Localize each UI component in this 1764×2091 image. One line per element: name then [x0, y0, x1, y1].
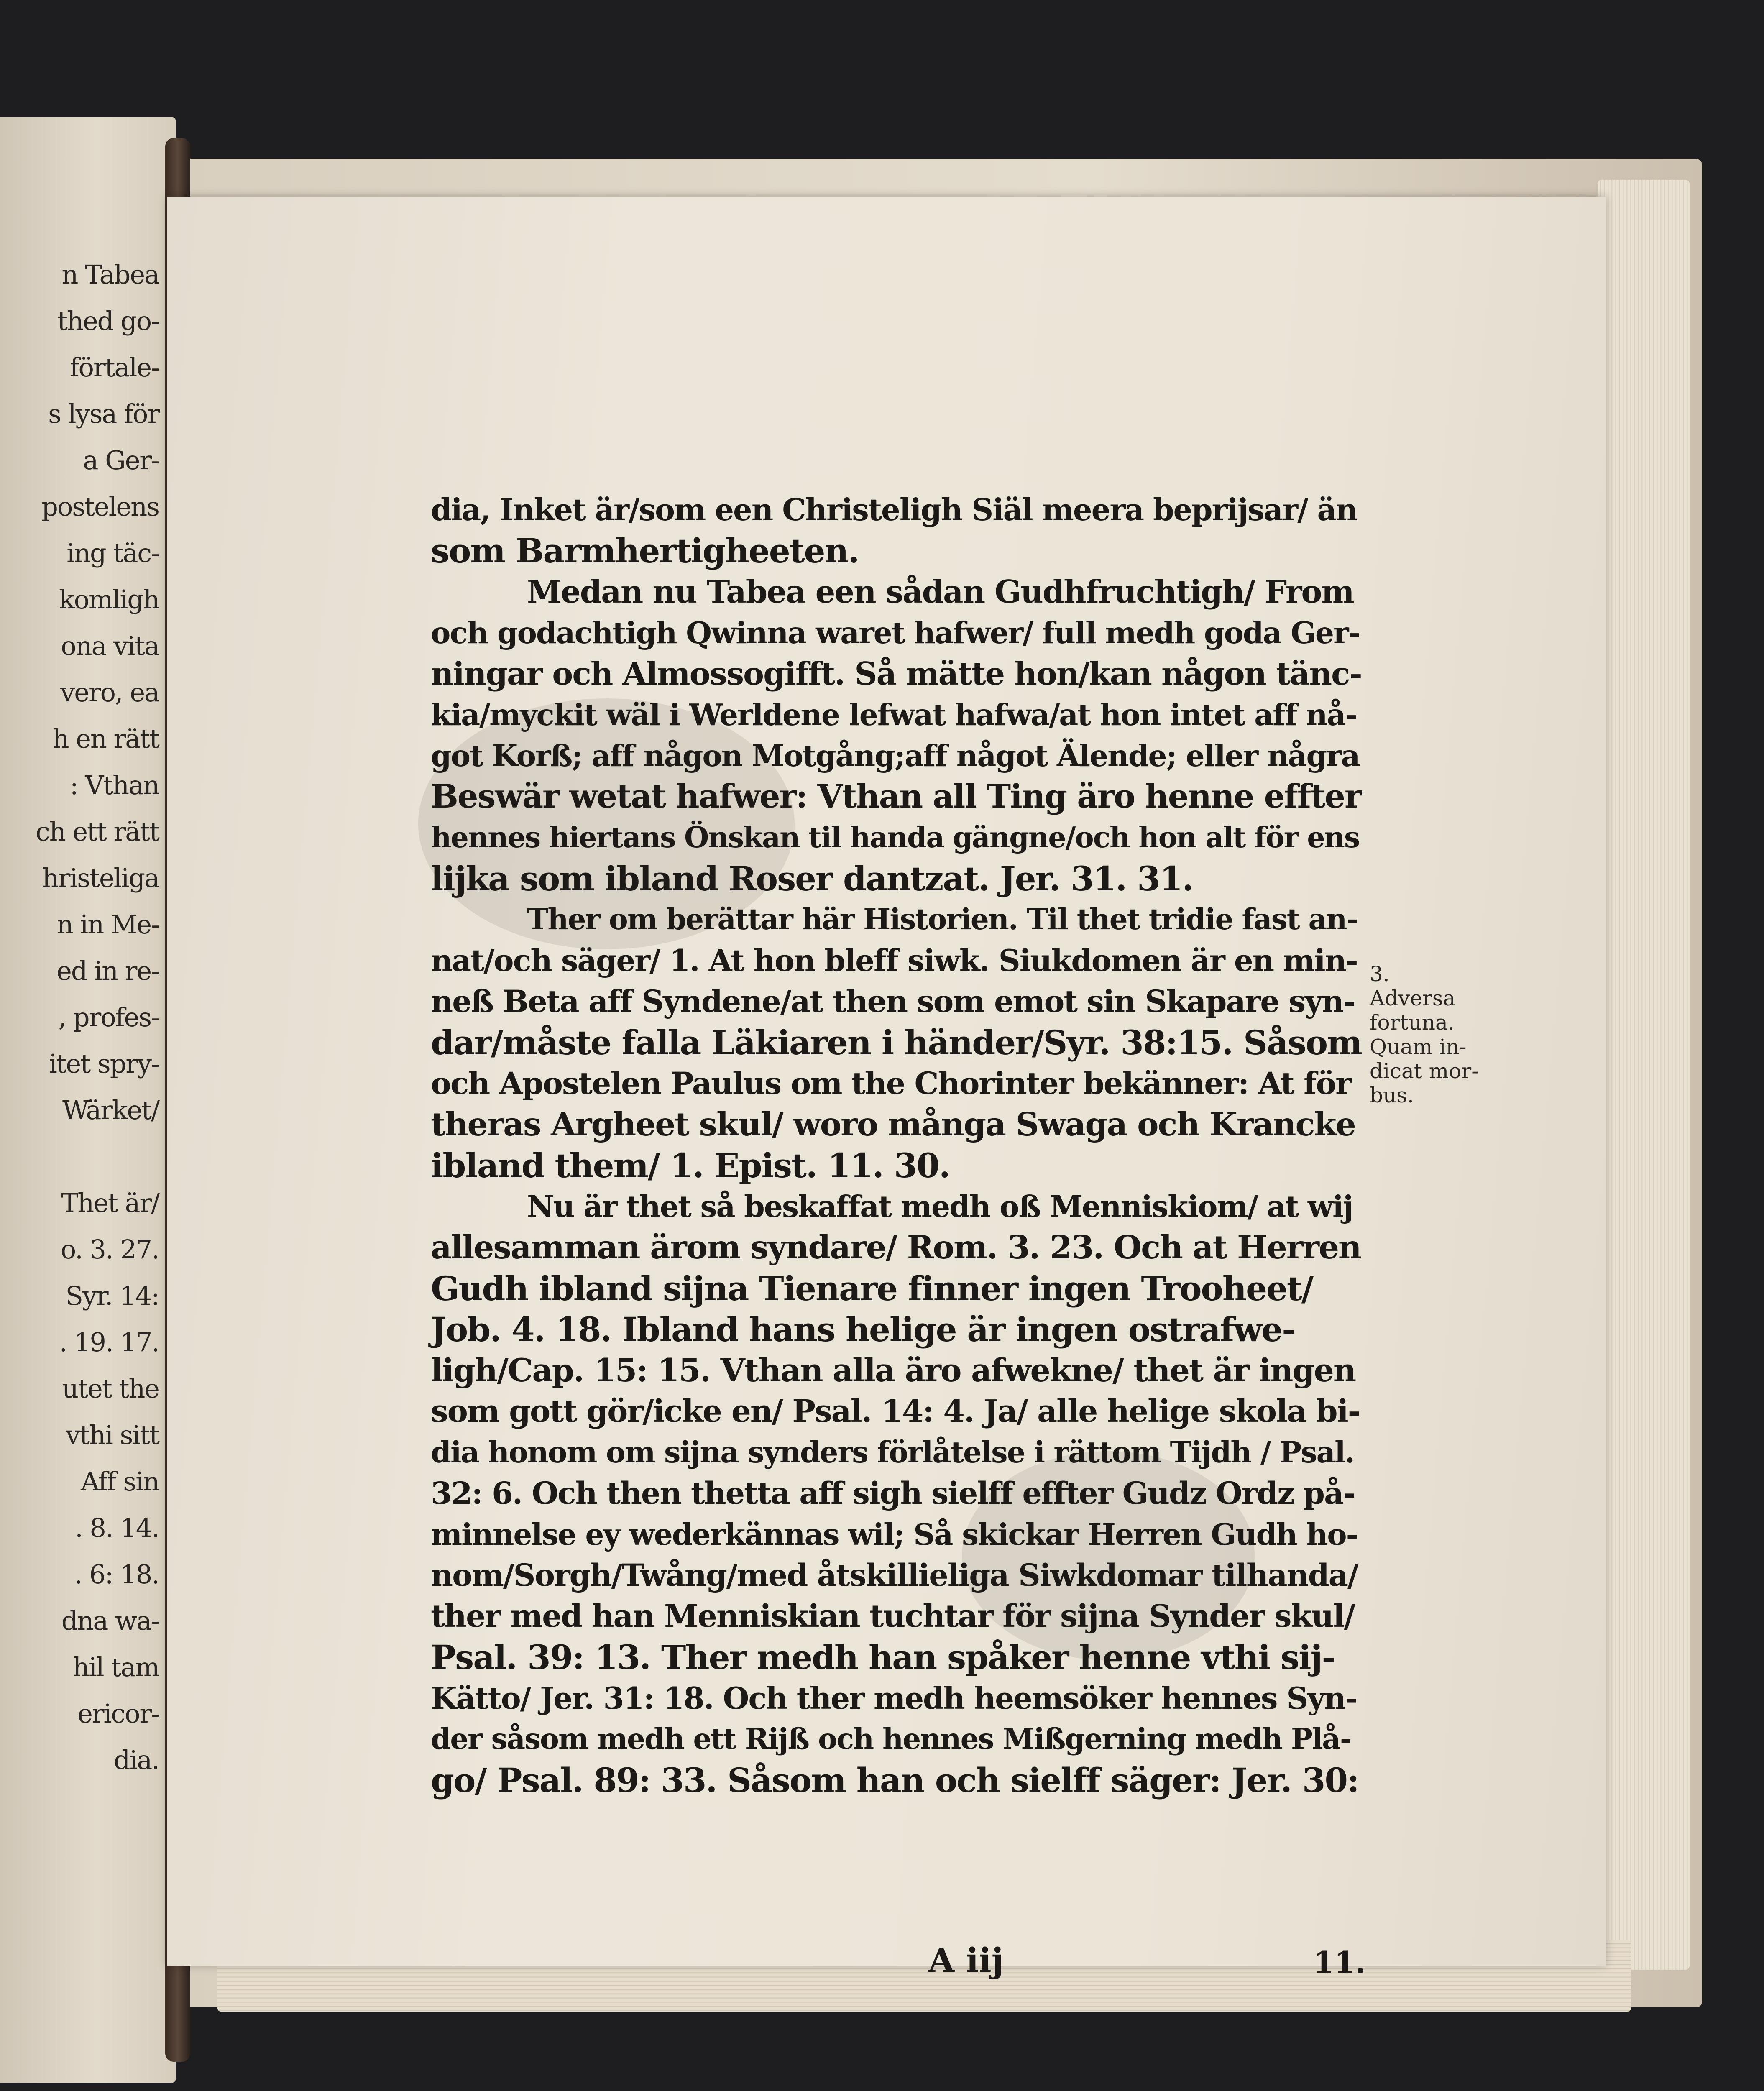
facing-page-fragment: itet spry- [49, 1048, 159, 1079]
text-line: theras Argheet skul/ woro många Swaga och Krancke [431, 1106, 1355, 1143]
text-line: allesamman ärom syndare/ Rom. 3. 23. Och at Herren [431, 1229, 1361, 1266]
text-line: Nu är thet så beskaffat medh oß Menniskiom/ at wij [527, 1189, 1353, 1224]
facing-page-fragment: dia. [113, 1745, 159, 1775]
facing-page-fragment: n in Me- [56, 909, 159, 940]
text-line: nat/och säger/ 1. At hon bleff siwk. Siukdomen är en min- [431, 943, 1358, 978]
text-line: dar/måste falla Läkiaren i händer/Syr. 38:15. Såsom [431, 1023, 1362, 1062]
text-line: och Apostelen Paulus om the Chorinter bekänner: At för [431, 1066, 1351, 1102]
facing-page-fragment: förtale- [69, 352, 159, 383]
facing-page-fragment: utet the [62, 1373, 159, 1404]
page-stack-edge [1598, 180, 1690, 1970]
text-line: som Barmhertigheeten. [431, 531, 859, 570]
facing-page-fragment: komligh [59, 584, 159, 615]
facing-page-fragment: Aff sin [81, 1466, 159, 1497]
facing-page-fragment: ed in re- [56, 956, 159, 986]
facing-page-fragment: vthi sitt [66, 1420, 159, 1450]
margin-note-line: fortuna. [1370, 1010, 1455, 1035]
facing-page-fragment: vero, ea [60, 677, 159, 708]
text-line: Ther om berättar här Historien. Til thet tridie fast an- [527, 902, 1358, 936]
signature-mark: A iij [928, 1940, 1004, 1980]
catchword: 11. [1313, 1945, 1366, 1980]
facing-page-fragment: hristeliga [42, 863, 159, 893]
margin-note-line: Adversa [1370, 986, 1456, 1010]
text-line: Medan nu Tabea een sådan Gudhfruchtigh/ From [527, 573, 1354, 610]
facing-page-fragment: ona vita [61, 631, 159, 661]
facing-page-fragment: Wärket/ [62, 1095, 159, 1125]
margin-note [1370, 962, 1508, 1107]
text-line: Beswär wetat hafwer: Vthan all Ting äro henne effter [431, 777, 1361, 815]
facing-page-fragment: a Ger- [83, 445, 159, 475]
margin-note-line: dicat mor- [1370, 1059, 1479, 1083]
text-line: neß Beta aff Syndene/at then som emot sin Skapare syn- [431, 984, 1355, 1020]
text-line: som gott gör/icke en/ Psal. 14: 4. Ja/ alle helige skola bi- [431, 1393, 1360, 1429]
margin-note-line: Quam in- [1370, 1035, 1467, 1059]
facing-page-fragment: ch ett rätt [35, 816, 159, 847]
body-text [431, 489, 1363, 1801]
text-line: ligh/Cap. 15: 15. Vthan alla äro afwekne/ thet är ingen [431, 1352, 1356, 1389]
facing-page-fragment: o. 3. 27. [60, 1234, 159, 1265]
facing-page-fragment: n Tabea [61, 259, 159, 290]
facing-page-fragment: : Vthan [69, 770, 159, 800]
facing-page-fragment: ing täc- [66, 538, 159, 568]
text-line: dia honom om sijna synders förlåtelse i rättom Tijdh / Psal. [431, 1435, 1354, 1470]
text-line: Gudh ibland sijna Tienare finner ingen Trooheet/ [431, 1269, 1313, 1308]
margin-note-line: bus. [1370, 1083, 1414, 1107]
margin-note-line: 3. [1370, 962, 1390, 986]
book-page [167, 197, 1606, 1980]
text-line: minnelse ey wederkännas wil; Så skickar Herren Gudh ho- [431, 1517, 1358, 1552]
text-line: nom/Sorgh/Twång/med åtskillieliga Siwkdomar tilhanda/ [431, 1557, 1358, 1593]
text-line: dia, Inket är/som een Christeligh Siäl meera beprijsar/ än [431, 492, 1357, 527]
facing-page-fragment: thed go- [57, 306, 159, 336]
text-line: kia/myckit wäl i Werldene lefwat hafwa/at hon intet aff nå- [431, 697, 1357, 732]
facing-page-fragment: Thet är/ [61, 1188, 159, 1218]
facing-page [0, 117, 176, 2083]
facing-page-fragment: hil tam [73, 1652, 159, 1682]
facing-page-fragment: postelens [41, 491, 159, 522]
text-line: der såsom medh ett Rijß och hennes Mißgerning medh Plå- [431, 1722, 1351, 1756]
facing-page-fragment: . 8. 14. [75, 1513, 159, 1543]
facing-page-fragment: . 6: 18. [74, 1559, 159, 1590]
text-line: Job. 4. 18. Ibland hans helige är ingen ostrafwe- [431, 1310, 1295, 1349]
text-line: Psal. 39: 13. Ther medh han spåker henne vthi sij- [431, 1638, 1335, 1677]
text-line: ther med han Menniskian tuchtar för sijna Synder skul/ [431, 1598, 1355, 1634]
text-line: ningar och Almossogifft. Så mätte hon/kan någon tänc- [431, 655, 1362, 692]
facing-page-fragment: . 19. 17. [59, 1327, 159, 1357]
facing-page-fragment: dna wa- [61, 1605, 159, 1636]
text-line: ibland them/ 1. Epist. 11. 30. [431, 1146, 950, 1185]
facing-page-fragment: s lysa för [48, 399, 159, 429]
text-line: go/ Psal. 89: 33. Såsom han och sielff säger: Jer. 30: [431, 1761, 1359, 1800]
text-line: 32: 6. Och then thetta aff sigh sielff effter Gudz Ordz på- [431, 1475, 1355, 1511]
text-line: hennes hiertans Önskan til handa gängne/och hon alt för ens [431, 821, 1360, 854]
facing-page-fragment: Syr. 14: [65, 1281, 159, 1311]
text-line: got Korß; aff någon Motgång;aff något Älende; eller några [431, 738, 1360, 773]
text-line: och godachtigh Qwinna waret hafwer/ full medh goda Ger- [431, 615, 1360, 650]
text-line: Kätto/ Jer. 31: 18. Och ther medh heemsöker hennes Syn- [431, 1680, 1357, 1716]
facing-page-fragment: ericor- [77, 1698, 159, 1729]
text-line: lijka som ibland Roser dantzat. Jer. 31. 31. [431, 859, 1193, 898]
facing-page-fragment: , profes- [58, 1002, 159, 1033]
facing-page-fragment: h en rätt [52, 723, 159, 754]
